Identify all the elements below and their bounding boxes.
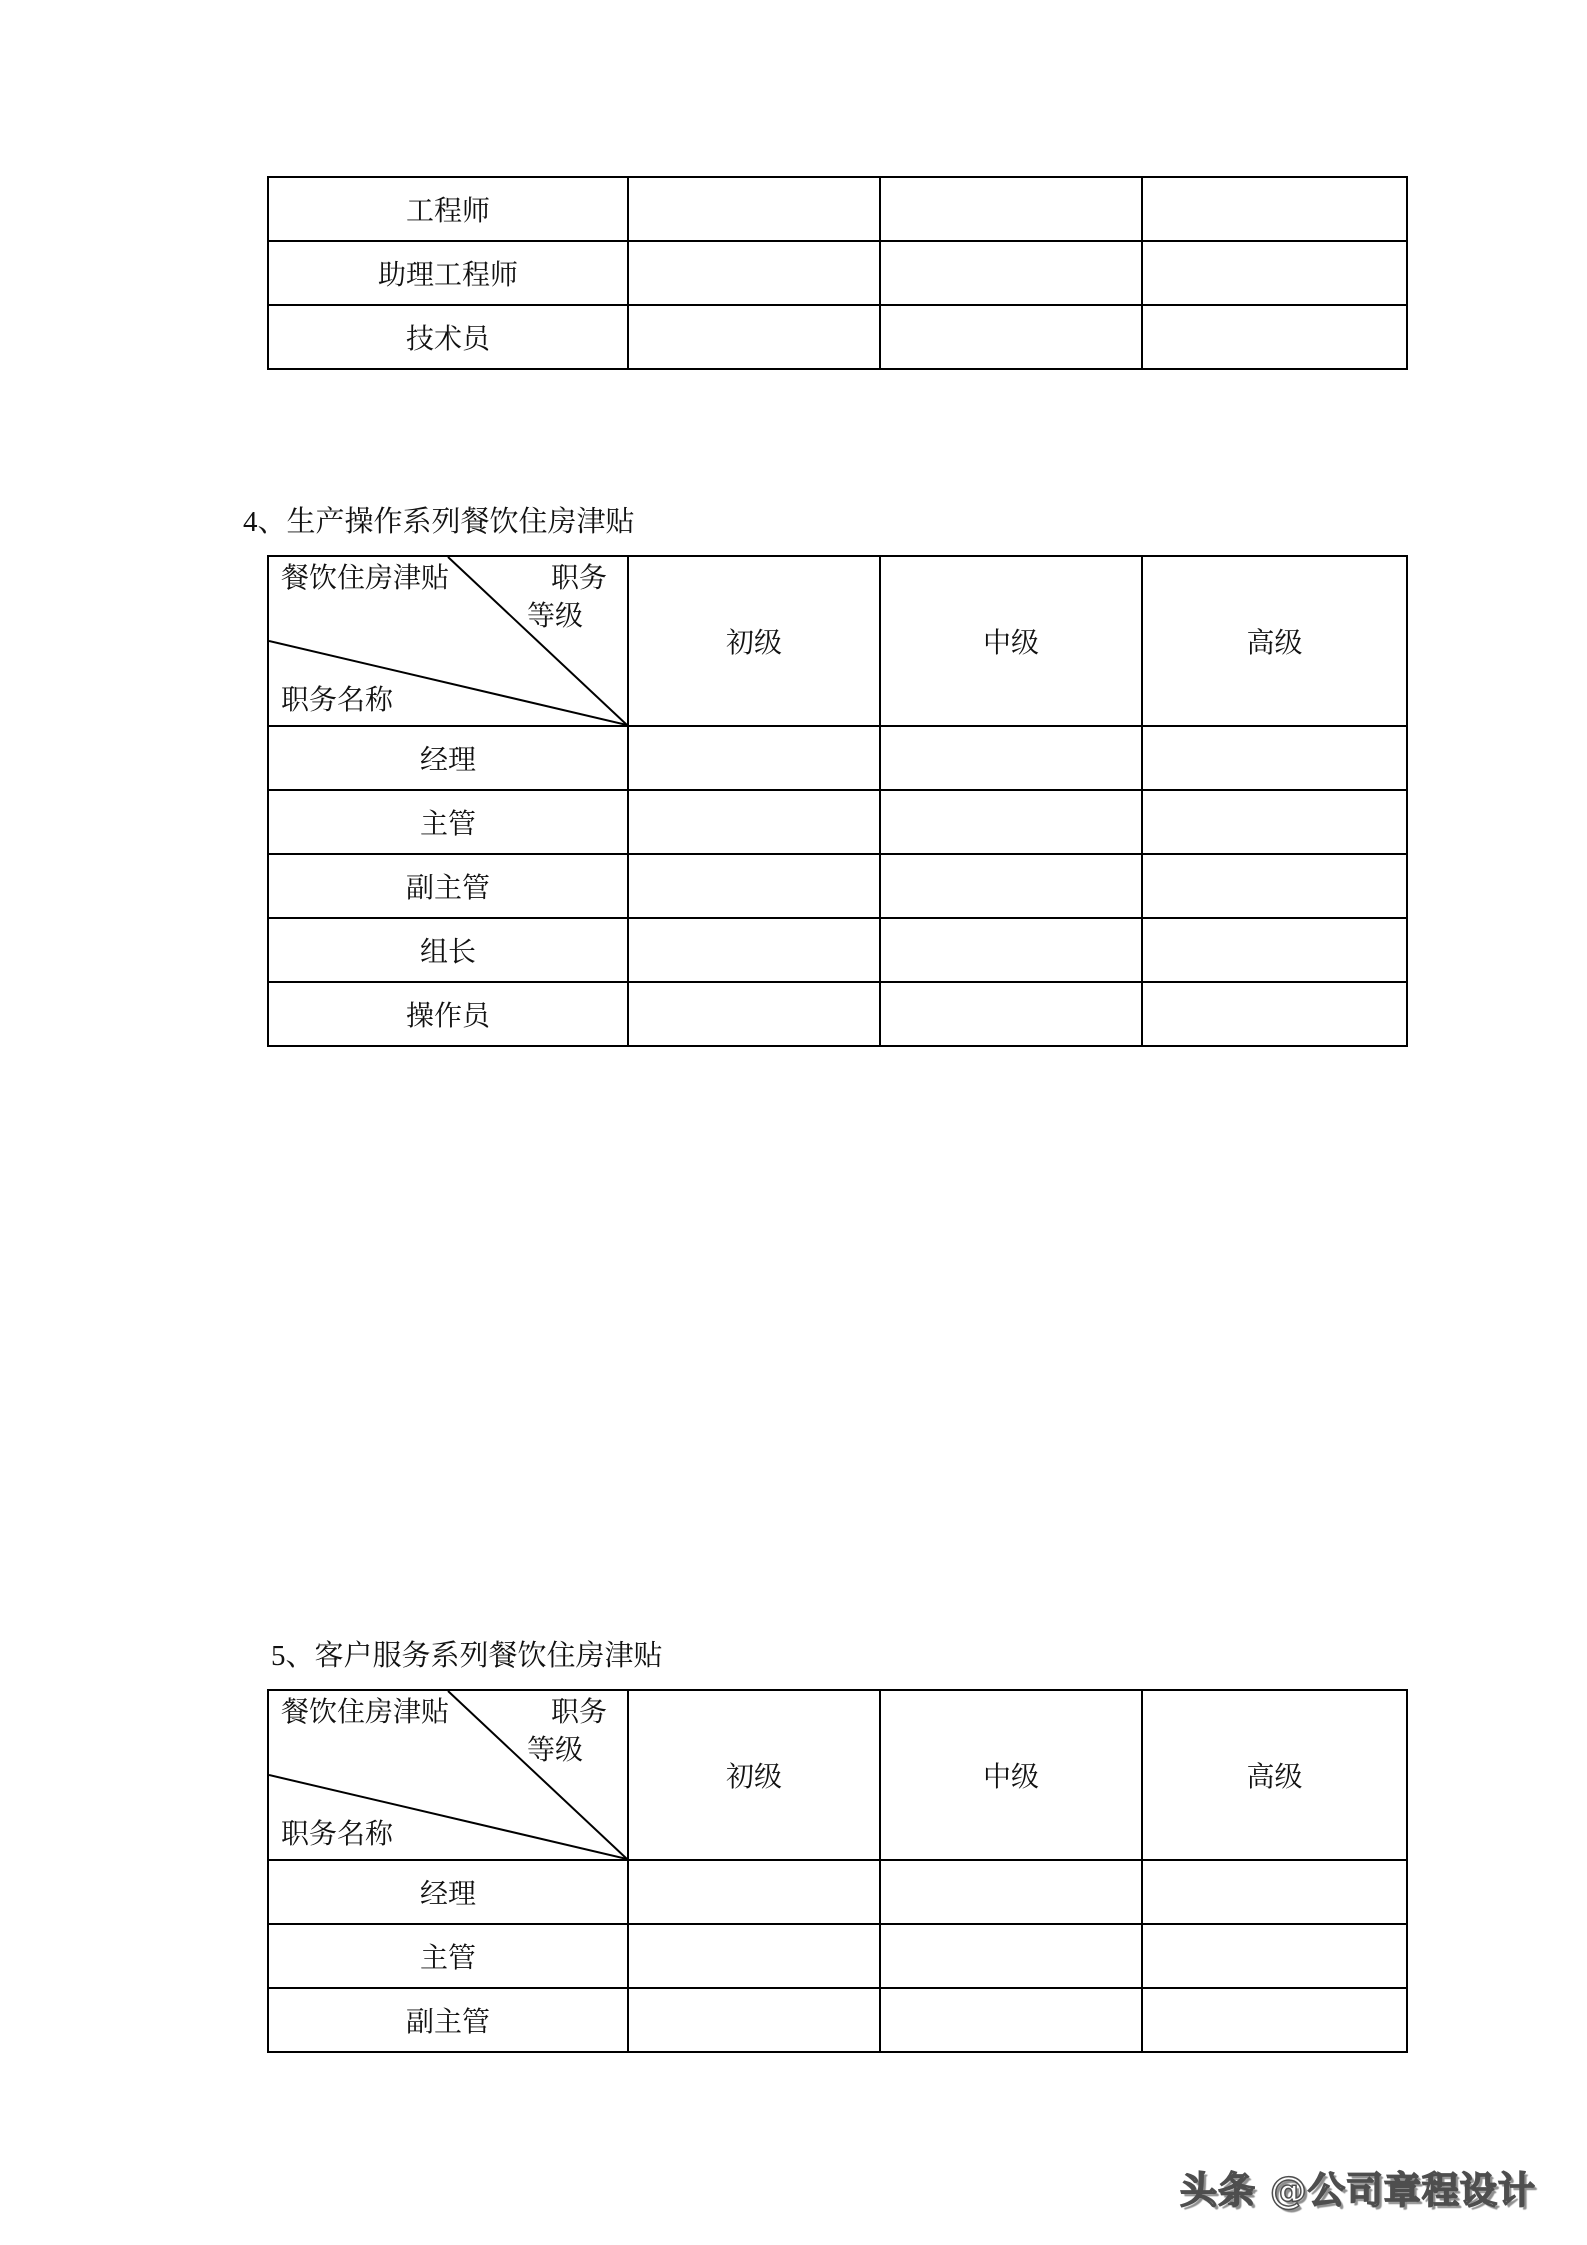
- empty-cell: [628, 1860, 880, 1924]
- customer-service-series-allowance-table: [267, 1689, 1408, 2053]
- empty-cell: [628, 726, 880, 790]
- table-header-row: [268, 1690, 1407, 1860]
- level-header-senior: 高级: [1142, 556, 1407, 726]
- table-row: [268, 726, 1407, 790]
- empty-cell: [1142, 790, 1407, 854]
- empty-cell: [880, 726, 1142, 790]
- empty-cell: [880, 1988, 1142, 2052]
- table-row: [268, 982, 1407, 1046]
- row-label-cell: 副主管: [268, 854, 628, 918]
- empty-cell: [628, 241, 880, 305]
- empty-cell: [628, 177, 880, 241]
- empty-cell: [1142, 918, 1407, 982]
- empty-cell: [1142, 1860, 1407, 1924]
- empty-cell: [880, 241, 1142, 305]
- empty-cell: [628, 982, 880, 1046]
- row-label-cell: 操作员: [268, 982, 628, 1046]
- table-row: [268, 305, 1407, 369]
- empty-cell: [880, 854, 1142, 918]
- level-header-middle: 中级: [880, 556, 1142, 726]
- table-row: [268, 1860, 1407, 1924]
- corner-label-allowance: 餐饮住房津贴: [281, 1697, 450, 1728]
- table-row: [268, 177, 1407, 241]
- table-row: [268, 241, 1407, 305]
- corner-label-duty-name: 职务名称: [281, 1819, 394, 1850]
- corner-label-allowance: 餐饮住房津贴: [281, 563, 450, 594]
- row-label-cell: 组长: [268, 918, 628, 982]
- table-row: [268, 790, 1407, 854]
- level-header-junior: 初级: [628, 556, 880, 726]
- corner-label-duty: 职务: [550, 563, 607, 594]
- section5-heading: 5、客户服务系列餐饮住房津贴: [271, 1640, 663, 1672]
- empty-cell: [880, 177, 1142, 241]
- empty-cell: [1142, 177, 1407, 241]
- diagonal-corner-cell: [268, 556, 628, 726]
- row-label-cell: 工程师: [268, 177, 628, 241]
- empty-cell: [1142, 1924, 1407, 1988]
- empty-cell: [880, 918, 1142, 982]
- empty-cell: [1142, 726, 1407, 790]
- level-header-senior: 高级: [1142, 1690, 1407, 1860]
- corner-label-duty: 职务: [550, 1697, 607, 1728]
- level-header-middle: 中级: [880, 1690, 1142, 1860]
- empty-cell: [1142, 1988, 1407, 2052]
- table-header-row: [268, 556, 1407, 726]
- empty-cell: [1142, 854, 1407, 918]
- row-label-cell: 副主管: [268, 1988, 628, 2052]
- empty-cell: [628, 918, 880, 982]
- production-series-allowance-table: [267, 555, 1408, 1047]
- row-label-cell: 助理工程师: [268, 241, 628, 305]
- top-partial-allowance-table: [267, 176, 1408, 370]
- section4-heading: 4、生产操作系列餐饮住房津贴: [243, 506, 635, 538]
- table-row: [268, 854, 1407, 918]
- corner-label-grade: 等级: [526, 1735, 583, 1766]
- table-row: [268, 1988, 1407, 2052]
- empty-cell: [628, 1988, 880, 2052]
- empty-cell: [628, 1924, 880, 1988]
- row-label-cell: 技术员: [268, 305, 628, 369]
- table-row: [268, 1924, 1407, 1988]
- empty-cell: [628, 305, 880, 369]
- row-label-cell: 主管: [268, 790, 628, 854]
- empty-cell: [628, 854, 880, 918]
- empty-cell: [1142, 305, 1407, 369]
- row-label-cell: 主管: [268, 1924, 628, 1988]
- empty-cell: [880, 1924, 1142, 1988]
- diagonal-corner-cell: [268, 1690, 628, 1860]
- toutiao-watermark: 头条 @公司章程设计: [1180, 2169, 1536, 2212]
- level-header-junior: 初级: [628, 1690, 880, 1860]
- empty-cell: [880, 982, 1142, 1046]
- corner-label-duty-name: 职务名称: [281, 685, 394, 716]
- empty-cell: [1142, 982, 1407, 1046]
- empty-cell: [880, 305, 1142, 369]
- empty-cell: [628, 790, 880, 854]
- row-label-cell: 经理: [268, 1860, 628, 1924]
- table-row: [268, 918, 1407, 982]
- empty-cell: [880, 1860, 1142, 1924]
- empty-cell: [1142, 241, 1407, 305]
- corner-label-grade: 等级: [526, 601, 583, 632]
- empty-cell: [880, 790, 1142, 854]
- row-label-cell: 经理: [268, 726, 628, 790]
